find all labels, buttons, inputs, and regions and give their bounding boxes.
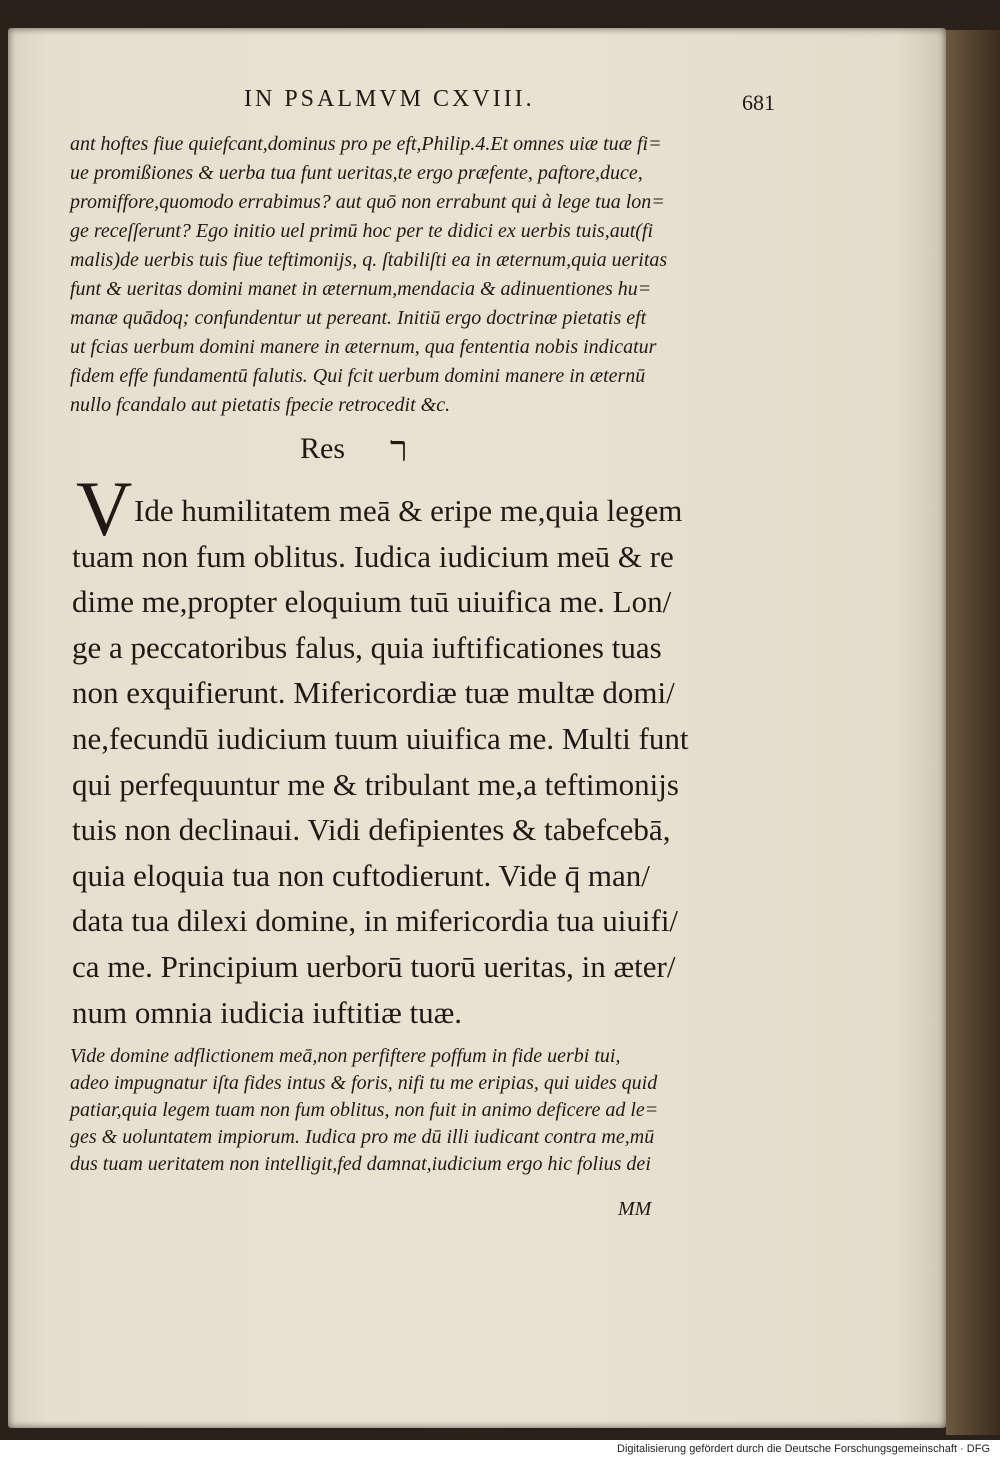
commentary-line: ue promißiones & uerba tua funt ueritas,te ergo præfente, paftore,duce, <box>70 162 643 184</box>
catchword: MM <box>618 1198 652 1220</box>
commentary-bottom <box>70 1043 734 1178</box>
psalm-line: tuam non fum oblitus. Iudica iudicium meū & re <box>72 538 674 574</box>
commentary-line: malis)de uerbis tuis fiue teftimonijs, q. ſtabiliſti ea in æternum,quia ueritas <box>70 249 668 271</box>
funding-credit: Digitalisierung gefördert durch die Deutsche Forschungsgemeinschaft · DFG <box>617 1443 990 1455</box>
hebrew-letter: ר <box>390 429 408 470</box>
psalm-line: quia eloquia tua non cuftodierunt. Vide q̄ man/ <box>72 857 650 893</box>
commentary-line: nullo fcandalo aut pietatis fpecie retrocedit &c. <box>70 394 451 416</box>
psalm-line: non exquifierunt. Mifericordiæ tuæ multæ domi/ <box>72 675 675 711</box>
commentary-line: ge receſſerunt? Ego initio uel primū hoc per te didici ex uerbis tuis,aut(fi <box>70 220 654 242</box>
commentary-line: ges & uoluntatem impiorum. Iudica pro me dū illi iudicant contra me,mū <box>70 1126 655 1148</box>
psalm-text <box>72 488 736 1035</box>
commentary-line: funt & ueritas domini manet in æternum,mendacia & adinuentiones hu= <box>70 278 652 300</box>
page-edge <box>946 30 1000 1435</box>
commentary-line: fidem effe fundamentū falutis. Qui fcit uerbum domini manere in æternū <box>70 365 646 387</box>
psalm-line: Ide humilitatem meā & eripe me,quia legem <box>134 493 683 528</box>
commentary-line: patiar,quia legem tuam non fum oblitus, non fuit in animo deficere ad le= <box>70 1099 659 1121</box>
psalm-line: data tua dilexi domine, in mifericordia tua uiuifi/ <box>72 903 679 939</box>
psalm-line: dime me,propter eloquium tuū uiuifica me. Lon/ <box>72 584 672 620</box>
section-heading: Res <box>300 432 345 465</box>
commentary-line: ant hoftes fiue quiefcant,dominus pro pe eft,Philip.4.Et omnes uiæ tuæ fi= <box>70 133 662 155</box>
psalm-line: ca me. Principium uerborū tuorū ueritas, in æter/ <box>72 948 676 984</box>
commentary-line: manæ quādoq; confundentur ut pereant. Initiū ergo doctrinæ pietatis eft <box>70 307 647 329</box>
psalm-line: tuis non declinaui. Vidi defipientes & tabefcebā, <box>72 812 671 848</box>
commentary-line: Vide domine adflictionem meā,non perfiftere poffum in fide uerbi tui, <box>70 1045 621 1067</box>
psalm-line: ge a peccatoribus falus, quia iuftificationes tuas <box>72 629 662 665</box>
drop-initial: V <box>76 465 133 552</box>
psalm-line: ne,fecundū iudicium tuum uiuifica me. Multi funt <box>72 720 689 756</box>
commentary-line: adeo impugnatur iſta fides intus & foris, nifi tu me eripias, qui uides quid <box>70 1072 658 1094</box>
commentary-line: promiffore,quomodo errabimus? aut quō non errabunt qui à lege tua lon= <box>70 191 665 213</box>
running-title: IN PSALMVM CXVIII. <box>244 86 535 112</box>
footer-bar <box>0 1440 1000 1462</box>
psalm-line: qui perfequuntur me & tribulant me,a teftimonijs <box>72 766 679 802</box>
commentary-line: ut fcias uerbum domini manere in æternum, qua fententia nobis indicatur <box>70 336 657 358</box>
folio-number: 681 <box>742 90 775 115</box>
psalm-line: num omnia iudicia iuftitiæ tuæ. <box>72 994 463 1030</box>
commentary-line: dus tuam ueritatem non intelligit,fed damnat,iudicium ergo hic folius dei <box>70 1153 651 1175</box>
commentary-top <box>70 130 734 420</box>
